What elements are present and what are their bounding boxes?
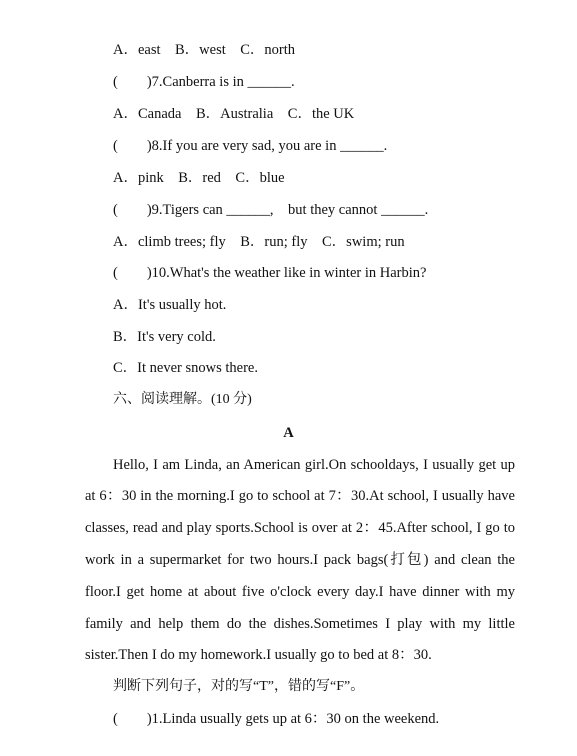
passage-line-1: Hello, I am Linda, an American girl.On schooldays, I usually get up (113, 457, 515, 473)
passage-label: A (283, 425, 294, 441)
passage-line-2: at 6：30 in the morning.I go to school at 7：30.At school, I usually have (85, 488, 515, 504)
option-line-7: A．Canada B．Australia C．the UK (113, 106, 355, 122)
passage-line-7: sister.Then I do my homework.I usually go to bed at 8：30. (85, 647, 432, 663)
passage-line-4: work in a supermarket for two hours.I pack bags(打包) and clean the (85, 552, 515, 568)
question-1: ( )1.Linda usually gets up at 6：30 on the weekend. (113, 711, 440, 727)
option-10-c: C．It never snows there. (113, 360, 258, 376)
passage-line-5: floor.I get home at about five o'clock every day.I have dinner with my (85, 584, 515, 600)
section-title: 六、阅读理解。(10 分) (113, 392, 252, 407)
option-line-9: A．climb trees; fly B．run; fly C．swim; run (113, 234, 405, 250)
passage-line-3: classes, read and play sports.School is over at 2：45.After school, I go to (85, 520, 515, 536)
instruction: 判断下列句子，对的写“T”，错的写“F”。 (113, 679, 365, 694)
option-10-a: A．It's usually hot. (113, 297, 227, 313)
question-7: ( )7.Canberra is in ______. (113, 74, 295, 90)
option-10-b: B．It's very cold. (113, 329, 216, 345)
option-line-8: A．pink B．red C．blue (113, 170, 285, 186)
question-8: ( )8.If you are very sad, you are in ______. (113, 138, 388, 154)
question-9: ( )9.Tigers can ______, but they cannot ______. (113, 202, 429, 218)
question-10: ( )10.What's the weather like in winter in Harbin? (113, 265, 427, 281)
option-line-6: A．east B．west C．north (113, 42, 296, 58)
passage-line-6: family and help them do the dishes.Sometimes I play with my little (85, 616, 515, 632)
